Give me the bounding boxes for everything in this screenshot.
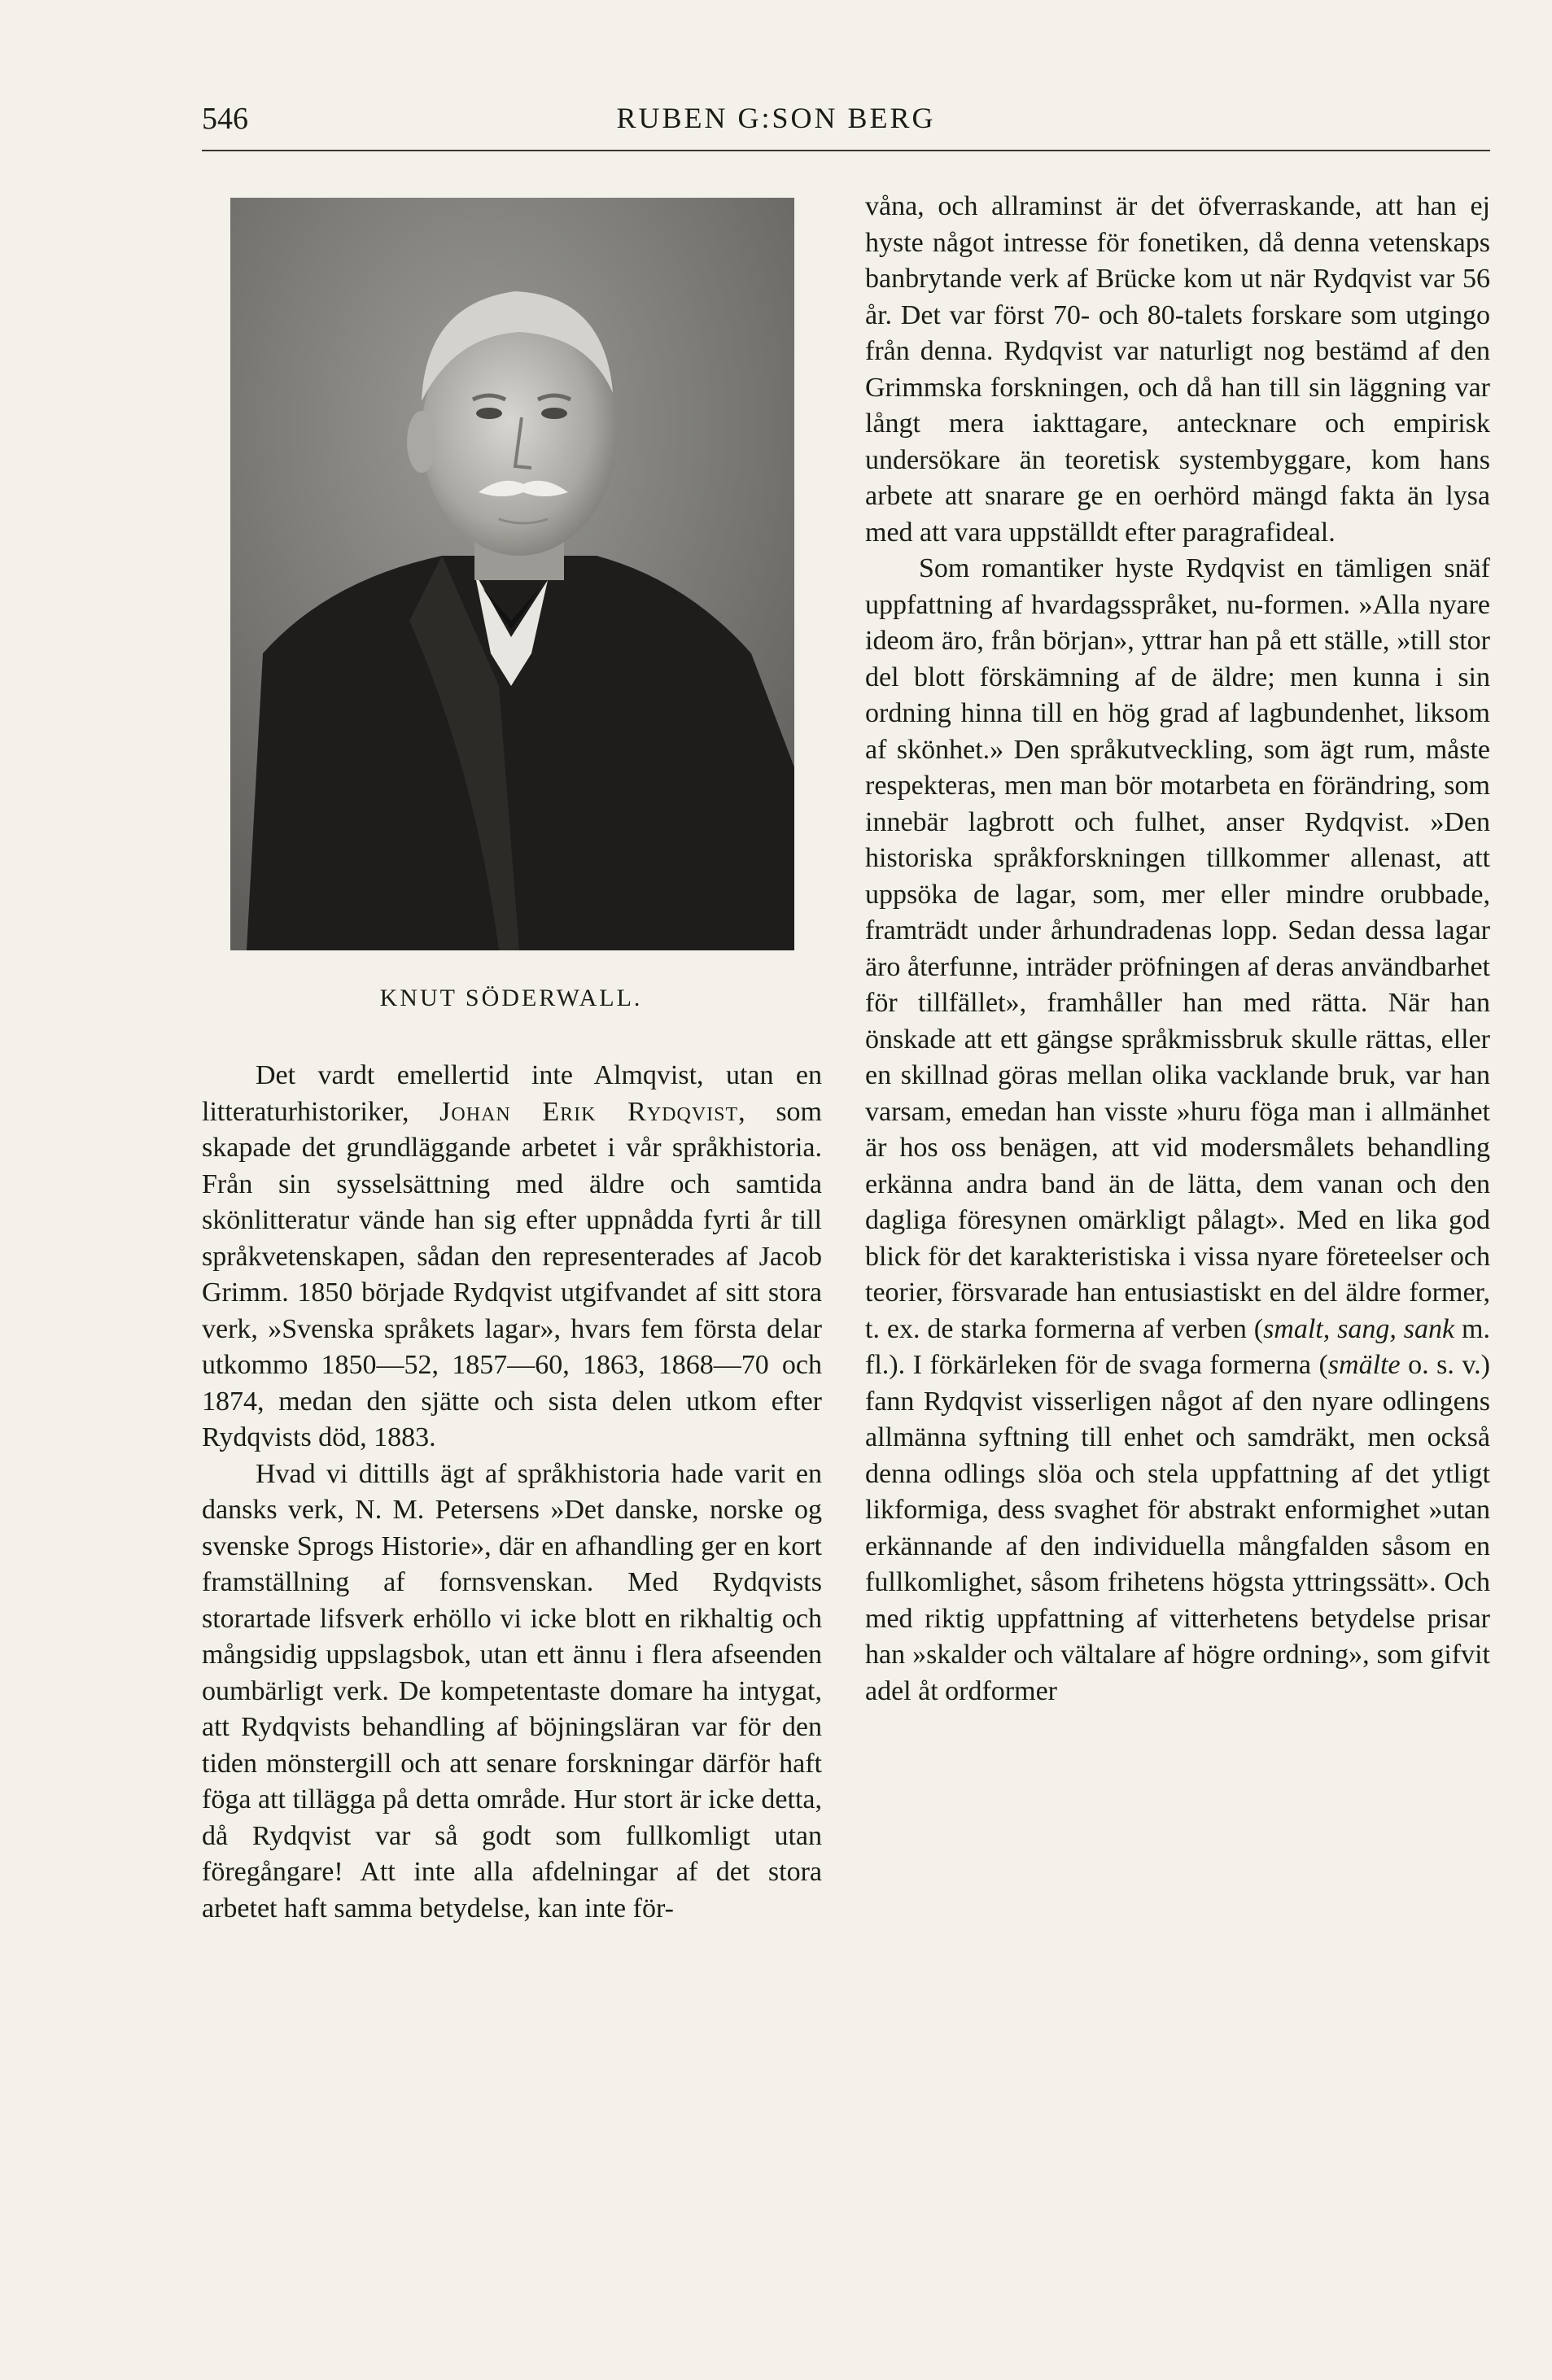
paragraph [202,1058,822,1456]
paragraph [865,551,1490,1710]
text-run: m. fl.). I förkärleken för de svaga formerna ( [865,1313,1491,1380]
italic-text: smälte [1327,1350,1401,1380]
running-head: RUBEN G:SON BERG [616,102,936,134]
author-name: Johan Erik Rydqvist [439,1096,739,1127]
text-run: Som romantiker hyste Rydqvist en tämligen snäf uppfattning af hvardagsspråket, nu-formen. »Alla nyare ideom äro, från början», yttrar han på ett ställe, »till stor del blott förskämning af de äldre; men kunna i sin ordning hinna till en hög grad af lagbundenhet, liksom af skönhet.» Den språkutveckling, som ägt rum, måste respekteras, men man bör motarbeta en förändring, som innebär lagbrott och fulhet, anser Rydqvist. »Den historiska språkforskningen tillkommer allenast, att uppsöka de lagar, som, mer eller mindre orubbade, framträdt under århundradenas lopp. Sedan dessa lagar äro återfunne, inträder pröfningen af deras användbarhet för tillfället», framhåller han med rätta. När han önskade att ett gängse språkmissbruk skulle rättas, eller en skillnad göras mellan olika vacklande bruk, var han varsam, emedan han visste »huru föga man i allmänhet är hos oss benägen, att vid modersmålets behandling erkänna andra band än de lätta, dem vanan och den dagliga föresynen omärkligt pålagt». Med en lika god blick för det karakteristiska i vissa nyare företeelser och teorier, försvarade han entusiastiskt en del äldre former, t. ex. de starka formerna af verben ( [865,553,1490,1344]
left-column [202,1058,822,1927]
paragraph: våna, och allraminst är det öfverraskande, att han ej hyste något intresse för fonetiken, då denna vetenskaps banbrytande verk af Brücke kom ut när Rydqvist var 56 år. Det var först 70- och 80-talets forskare som utgingo från denna. Rydqvist var naturligt nog bestämd af den Grimmska forskningen, och då han till sin läggning var långt mera iakttagare, antecknare och empirisk undersökare än teoretisk systembyggare, kom hans arbete att snarare ge en oerhörd mängd fakta än lysa med att vara uppställdt efter paragrafideal. [865,191,1490,548]
figure-caption: KNUT SÖDERWALL. [379,985,643,1011]
text-run: o. s. v.) fann Rydqvist visserligen något af den nyare odlingens allmänna syftning till enhet och samdräkt, men också denna odlings slöa och stela uppfattning af det ytligt likformiga, dess svaghet för abstrakt enformighet »utan erkännande af den individuella mångfalden såsom en fullkomlighet, såsom frihetens högsta yttringssätt». Och med riktig uppfattning af vitterhetens betydelse prisar han »skalder och vältalare af högre ordning», som gifvit adel åt ordformer [865,1350,1490,1706]
header-rule [202,150,1490,151]
page-number: 546 [202,102,248,136]
text-run: Det vardt emellertid inte Almqvist, utan en litteraturhistoriker, [202,1060,822,1127]
right-column [865,189,1490,1710]
paragraph: Hvad vi dittills ägt af språkhistoria hade varit en dansks verk, N. M. Petersens »Det danske, norske og svenske Sprogs Historie», där en afhandling ger en kort framställning af fornsvenskan. Med Rydqvists storartade lifsverk erhöllo vi icke blott en rikhaltig och mångsidig uppslagsbok, utan ett ännu i flera afseenden oumbärligt verk. De kompetentaste domare ha intygat, att Rydqvists behandling af böjningsläran var för den tiden mönstergill och att senare forskningar därför haft föga att tillägga på detta område. Hur stort är icke detta, då Rydqvist var så godt som fullkomligt utan föregångare! Att inte alla afdelningar af det stora arbetet haft samma betydelse, kan inte för- [202,1458,822,1924]
portrait-photo [230,198,794,950]
text-run: , som skapade det grundläggande arbetet i vår språkhistoria. Från sin sysselsättning med äldre och samtida skönlitteratur vände han sig efter uppnådda fyrti år till språkvetenskapen, sådan den representerades af Jacob Grimm. 1850 började Rydqvist utgifvandet af sitt stora verk, »Svenska språkets lagar», hvars fem första delar utkommo 1850—52, 1857—60, 1863, 1868—70 och 1874, medan den sjätte och sista delen utkom efter Rydqvists död, 1883. [202,1096,822,1452]
italic-text: smalt, sang, sank [1263,1313,1455,1344]
